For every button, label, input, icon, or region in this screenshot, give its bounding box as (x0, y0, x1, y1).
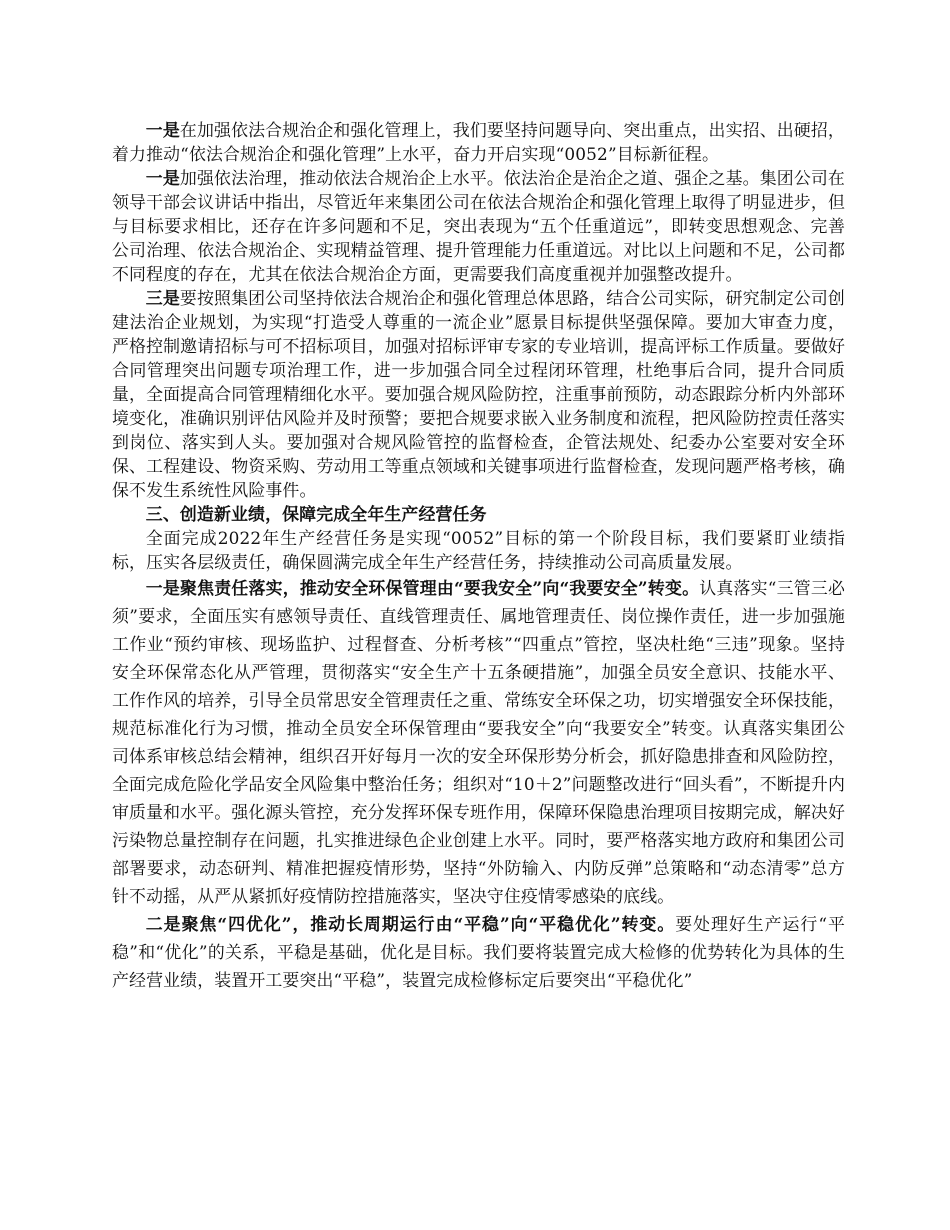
document-page (112, 118, 845, 994)
paragraph-1 (112, 118, 845, 166)
paragraph-5: 全面完成2022年生产经营任务是实现“0052”目标的第一个阶段目标，我们要紧盯业绩指标，压实各层级责任，确保圆满完成全年生产经营任务，持续推动公司高质量发展。 (112, 528, 845, 572)
paragraph-7-lead: 二是聚焦“四优化”，推动长周期运行由“平稳”向“平稳优化”转变。 (145, 914, 676, 934)
paragraph-3 (112, 286, 845, 502)
paragraph-6-text: 认真落实“三管三必须”要求，全面压实有感领导责任、直线管理责任、属地管理责任、岗位操作责任，进一步加强施工作业“预约审核、现场监护、过程督查、分析考核”“四重点”管控，坚决杜绝“三违”现象。坚持安全环保常态化从严管理，贯彻落实“安全生产十五条硬措施”，加强全员安全意识、技能水平、工作作风的培养，引导全员常思安全管理责任之重、常练安全环保之功，切实增强安全环保技能，规范标准化行为习惯，推动全员安全环保管理由“要我安全”向“我要安全”转变。认真落实集团公司体系审核总结会精神，组织召开好每月一次的安全环保形势分析会，抓好隐患排查和风险防控，全面完成危险化学品安全风险集中整治任务；组织对“10＋2”问题整改进行“回头看”，不断提升内审质量和水平。强化源头管控，充分发挥环保专班作用，保障环保隐患治理项目按期完成，解决好污染物总量控制存在问题，扎实推进绿色企业创建上水平。同时，要严格落实地方政府和集团公司部署要求，动态研判、精准把握疫情形势，坚持“外防输入、内防反弹”总策略和“动态清零”总方针不动摇，从严从紧抓好疫情防控措施落实，坚决守住疫情零感染的底线。 (112, 578, 845, 906)
paragraph-7 (112, 910, 845, 994)
paragraph-3-text: 要按照集团公司坚持依法合规治企和强化管理总体思路，结合公司实际，研究制定公司创建法治企业规划，为实现“打造受人尊重的一流企业”愿景目标提供坚强保障。要加大审查力度，严格控制邀请招标与可不招标项目，加强对招标评审专家的专业培训，提高评标工作质量。要做好合同管理突出问题专项治理工作，进一步加强合同全过程闭环管理，杜绝事后合同，提升合同质量，全面提高合同管理精细化水平。要加强合规风险防控，注重事前预防，动态跟踪分析内外部环境变化，准确识别评估风险并及时预警；要把合规要求嵌入业务制度和流程，把风险防控责任落实到岗位、落实到人头。要加强对合规风险管控的监督检查，企管法规处、纪委办公室要对安全环保、工程建设、物资采购、劳动用工等重点领域和关键事项进行监督检查，发现问题严格考核，确保不发生系统性风险事件。 (112, 288, 845, 500)
paragraph-2-text: 加强依法治理，推动依法合规治企上水平。依法治企是治企之道、强企之基。集团公司在领导干部会议讲话中指出，尽管近年来集团公司在依法合规治企和强化管理上取得了明显进步，但与目标要求相比，还存在许多问题和不足，突出表现为“五个任重道远”，即转变思想观念、完善公司治理、依法合规治企、实现精益管理、提升管理能力任重道远。对比以上问题和不足，公司都不同程度的存在，尤其在依法合规治企方面，更需要我们高度重视并加强整改提升。 (112, 168, 845, 284)
paragraph-1-lead: 一是 (145, 120, 180, 140)
paragraph-6-lead: 一是聚焦责任落实，推动安全环保管理由“要我安全”向“我要安全”转变。 (145, 578, 700, 598)
paragraph-6 (112, 574, 845, 910)
paragraph-3-lead: 三是 (145, 288, 180, 308)
section-heading: 三、创造新业绩，保障完成全年生产经营任务 (145, 504, 487, 524)
paragraph-1-text: 在加强依法合规治企和强化管理上，我们要坚持问题导向、突出重点，出实招、出硬招，着力推动“依法合规治企和强化管理”上水平，奋力开启实现“0052”目标新征程。 (112, 120, 845, 164)
paragraph-2 (112, 166, 845, 286)
paragraph-2-lead: 一是 (145, 168, 180, 188)
paragraph-7-text: 要处理好生产运行“平稳”和“优化”的关系，平稳是基础，优化是目标。我们要将装置完成大检修的优势转化为具体的生产经营业绩，装置开工要突出“平稳”，装置完成检修标定后要突出“平稳优化” (112, 914, 845, 990)
